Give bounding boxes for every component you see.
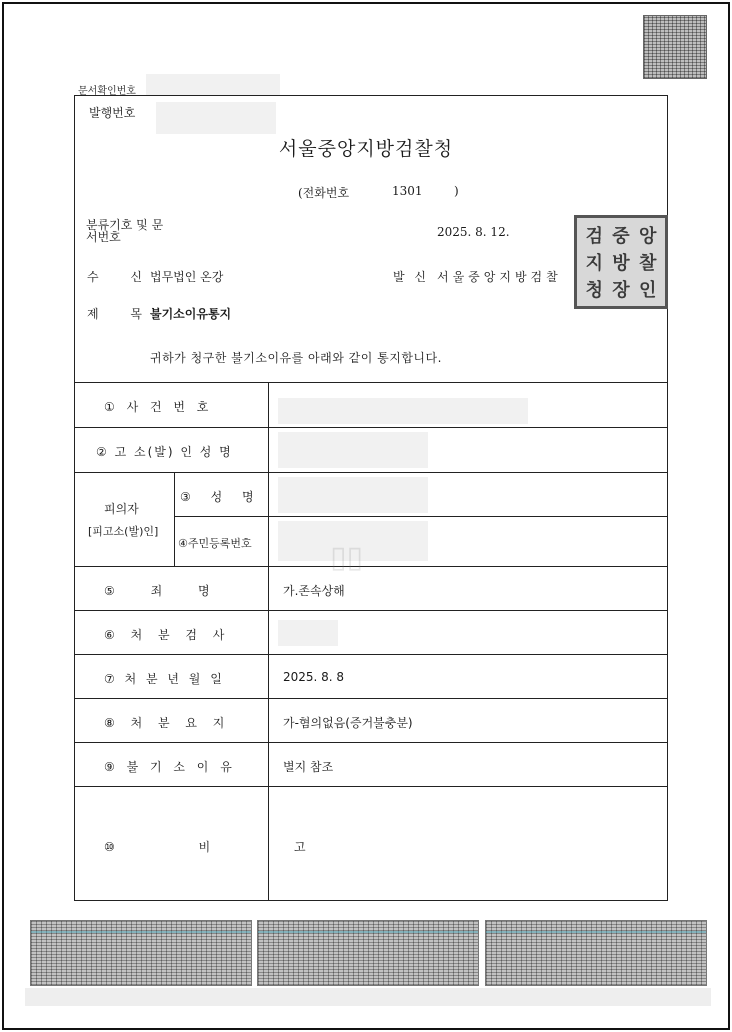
suspect-label: 피의자 (104, 502, 139, 516)
reason-value: 별지 참조 (283, 760, 334, 774)
table-row-divider (74, 610, 668, 611)
watermark-mark: ▯▯ (330, 540, 364, 575)
classification-label: 분류기호 및 문서번호 (86, 218, 164, 244)
disposition-summary-value: 가-혐의없음(증거불충분) (283, 716, 413, 730)
qr-strip-right (485, 920, 707, 986)
crime-value: 가.존속상해 (283, 584, 345, 598)
sender-label: 발 신 (393, 270, 429, 284)
suspect-name-label: ③ 성 명 (180, 490, 262, 504)
prosecutor-label: ⑥ 처 분 검 사 (104, 628, 231, 642)
disposition-date-label: ⑦ 처 분 년 월 일 (104, 672, 225, 686)
table-row-divider (74, 427, 668, 428)
redacted-complainant (278, 432, 428, 468)
suspect-id-label: ④주민등록번호 (178, 537, 252, 550)
reason-label: ⑨ 불 기 소 이 유 (104, 760, 236, 774)
table-top-border (74, 382, 668, 383)
remarks-label: ⑩ 비 고 (104, 840, 346, 854)
table-row-divider (74, 654, 668, 655)
complainant-label: ② 고 소(발) 인 성 명 (96, 445, 233, 459)
sender-value: 서울중앙지방검찰 (437, 270, 562, 284)
phone-label: (전화번호 (298, 186, 350, 200)
qr-code-top (643, 15, 707, 79)
seal-char: 청 (585, 279, 604, 301)
seal-char: 검 (585, 226, 604, 248)
crime-label: ⑤ 죄 명 (104, 584, 226, 598)
official-seal-stamp (574, 215, 668, 309)
table-column-divider (268, 382, 269, 901)
subject-label: 제 목 (87, 307, 156, 321)
table-row-divider (174, 516, 668, 517)
redacted-issue-number (156, 102, 276, 134)
doc-check-label: 문서확인번호 (78, 86, 136, 97)
subject-value: 불기소이유통지 (150, 307, 232, 321)
issue-number-label: 발행번호 (89, 106, 136, 120)
table-column-divider (174, 472, 175, 566)
qr-strip-left (30, 920, 252, 986)
suspect-sublabel: [피고소(발)인] (88, 525, 159, 538)
disposition-date-value: 2025. 8. 8 (283, 670, 345, 684)
recipient-label: 수 신 (87, 270, 156, 284)
redacted-doc-number (146, 74, 280, 96)
phone-close: ) (454, 184, 459, 198)
disposition-summary-label: ⑧ 처 분 요 지 (104, 716, 231, 730)
agency-title: 서울중앙지방검찰청 (278, 138, 454, 160)
seal-char: 장 (612, 279, 630, 301)
table-row-divider (74, 566, 668, 567)
seal-char: 찰 (638, 252, 657, 274)
redacted-prosecutor (278, 620, 338, 646)
seal-char: 앙 (638, 226, 657, 248)
case-number-label: ① 사 건 번 호 (104, 400, 213, 414)
redacted-suspect-name (278, 477, 428, 513)
table-row-divider (74, 742, 668, 743)
recipient-value: 법무법인 온강 (150, 270, 224, 284)
bottom-footer-bar (25, 988, 711, 1006)
table-row-divider (74, 472, 668, 473)
phone-number: 1301 (392, 184, 423, 198)
seal-char: 인 (638, 279, 657, 301)
seal-char: 지 (585, 252, 604, 274)
qr-strip-middle (257, 920, 479, 986)
table-row-divider (74, 786, 668, 787)
document-date: 2025. 8. 12. (437, 225, 510, 239)
table-row-divider (74, 698, 668, 699)
redacted-case-number (278, 398, 528, 424)
seal-char: 중 (612, 226, 630, 248)
seal-char: 방 (612, 252, 630, 274)
notice-text: 귀하가 청구한 불기소이유를 아래와 같이 통지합니다. (150, 351, 442, 365)
